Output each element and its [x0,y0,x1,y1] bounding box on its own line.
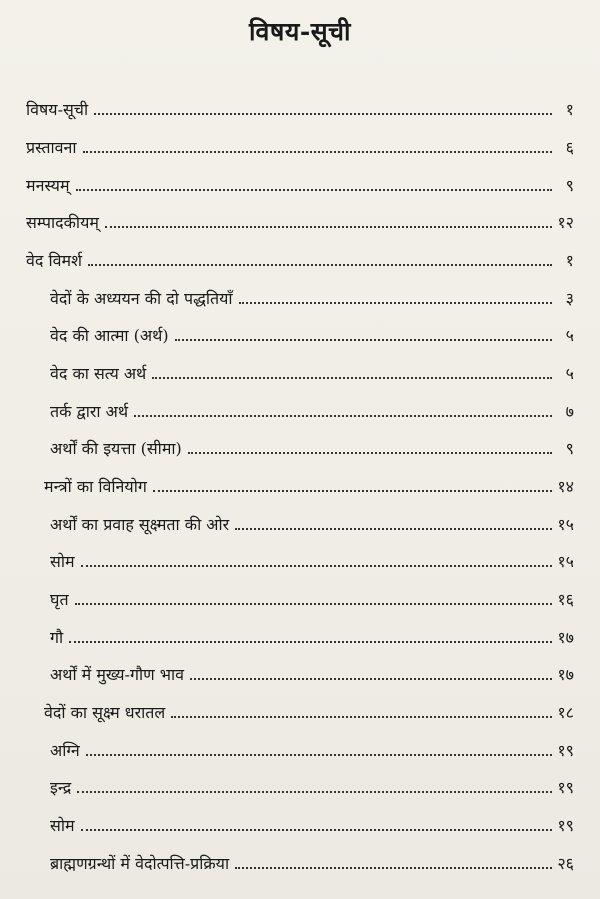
toc-entry-label: प्रस्तावना [26,138,77,157]
toc-entry-label: घृत [50,590,69,609]
toc-entry-page: १ [565,251,574,270]
toc-entry [50,541,574,571]
toc-entry [50,654,574,684]
toc-entry [26,127,574,157]
toc-entry-page: ५ [565,364,574,383]
dot-leader [235,527,552,530]
toc-entry [50,805,574,835]
toc-entry [26,89,574,119]
toc-entry-label: वेदों के अध्ययन की दो पद्धतियाँ [50,289,233,308]
dot-leader [190,677,552,680]
dot-leader [81,828,552,831]
dot-leader [94,112,552,115]
toc-entry [44,692,574,722]
toc-entry-label: विषय-सूची [26,100,89,119]
toc-entry-page: १५ [557,515,574,534]
toc-entry-page: १८ [557,703,574,722]
toc-entry [50,353,574,383]
toc-entry-page: ६ [565,138,574,157]
toc-entry [44,466,574,496]
toc-entry-page: ७ [565,402,574,421]
toc-entry-page: १९ [557,778,574,797]
dot-leader [188,451,552,454]
toc-entry-page: १२ [557,213,574,232]
toc-entry-page: १९ [557,816,574,835]
toc-entry [50,428,574,458]
dot-leader [235,866,552,869]
toc-entry-label: वेदों का सूक्ष्म धरातल [44,703,166,722]
toc-entry-label: गौ [50,628,64,647]
toc-entry [50,579,574,609]
toc-entry-label: ब्राह्मणग्रन्थों में वेदोत्पत्ति-प्रक्रिया [50,854,230,873]
page-title: विषय-सूची [249,17,351,46]
toc-entry-page: ३ [565,289,574,308]
dot-leader [75,602,552,605]
dot-leader [86,753,552,756]
toc-entry [26,202,574,232]
toc-entry-label: सोम [50,552,75,571]
toc-entry-label: सम्पादकीयम् [26,213,99,232]
toc-entry-page: ९ [565,439,574,458]
dot-leader [175,338,552,341]
toc-entry [26,240,574,270]
toc-entry-label: अग्नि [50,741,80,760]
toc-entry-label: वेद की आत्मा (अर्थ) [50,326,169,345]
toc-entry-label: इन्द्र [50,778,72,797]
toc-entry-label: सोम [50,816,75,835]
toc-entry-page: ५ [565,326,574,345]
toc-entry-page: १५ [557,552,574,571]
toc-entry-label: मन्त्रों का विनियोग [44,477,147,496]
toc-entry [50,617,574,647]
toc-entry-page: १७ [557,628,574,647]
toc-entry [50,278,574,308]
toc-entry-page: १४ [557,477,574,496]
toc-entry [50,391,574,421]
toc-entry-label: अर्थों में मुख्य-गौण भाव [50,665,185,684]
dot-leader [77,790,552,793]
dot-leader [239,301,552,304]
dot-leader [83,150,552,153]
toc-entry-label: तर्क द्वारा अर्थ [50,402,129,421]
dot-leader [81,564,552,567]
toc-entry [50,315,574,345]
toc-entry-page: १ [565,100,574,119]
toc-entry-page: ९ [565,176,574,195]
dot-leader [152,376,552,379]
toc-entry [50,504,574,534]
toc-entry [26,165,574,195]
dot-leader [134,414,552,417]
dot-leader [153,489,552,492]
toc-entry-label: वेद विमर्श [26,251,82,270]
dot-leader [76,188,552,191]
dot-leader [105,225,552,228]
toc-entry-label: वेद का सत्य अर्थ [50,364,147,383]
toc-entry [50,843,574,873]
toc-entry-page: १६ [557,590,574,609]
toc-entry-label: मनस्यम् [26,176,70,195]
toc-entry [50,767,574,797]
toc-entry-label: अर्थों का प्रवाह सूक्ष्मता की ओर [50,515,230,534]
dot-leader [88,263,552,266]
toc-entry-page: १९ [557,741,574,760]
toc-entry-label: अर्थों की इयत्ता (सीमा) [50,439,182,458]
toc-entry-page: २६ [557,854,574,873]
toc-entry-page: १७ [557,665,574,684]
dot-leader [69,640,552,643]
toc-entry [50,730,574,760]
dot-leader [171,715,552,718]
